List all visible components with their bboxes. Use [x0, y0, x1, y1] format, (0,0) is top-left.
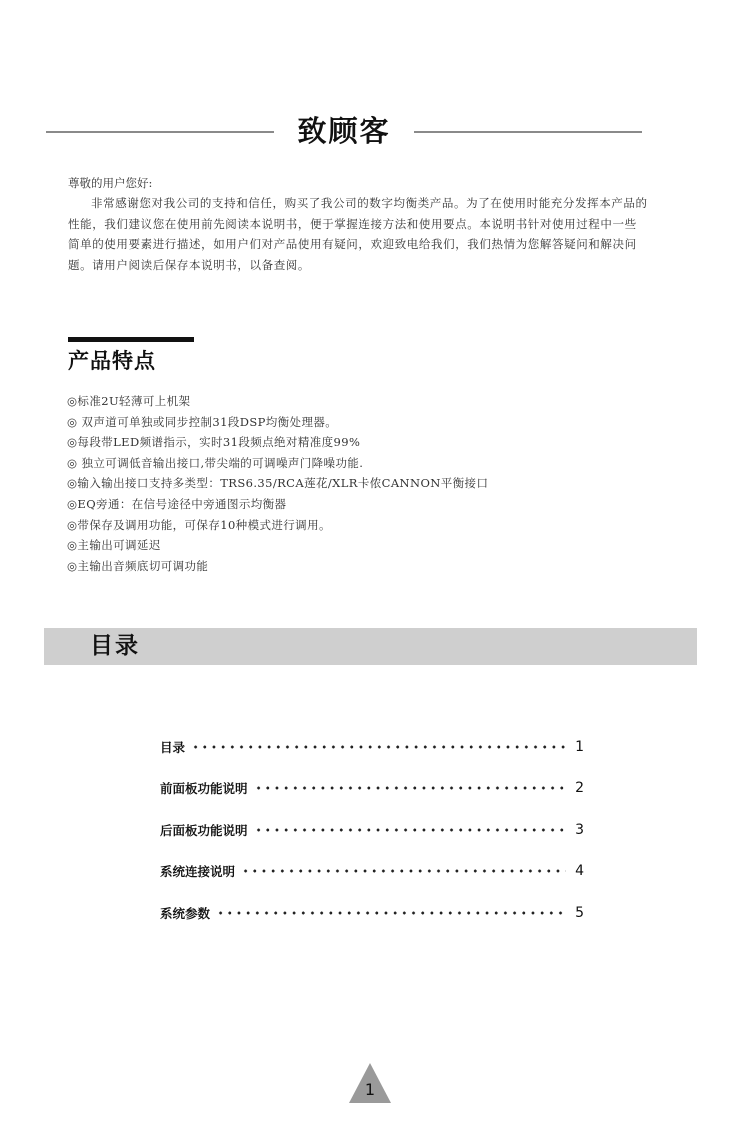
table-of-contents [160, 726, 584, 934]
dot-leader [254, 786, 566, 790]
features-list [67, 391, 488, 576]
dot-leader [241, 869, 566, 873]
dot-leader [254, 828, 566, 832]
feature-item: ◎主输出音频底切可调功能 [67, 558, 209, 573]
toc-entry-page: 5 [575, 904, 584, 921]
feature-item: ◎主输出可调延迟 [67, 538, 161, 553]
toc-entry-label: 前面板功能说明 [160, 781, 248, 797]
dot-leader [216, 911, 566, 915]
page-heading [46, 106, 642, 156]
intro-paragraph: 非常感谢您对我公司的支持和信任，购买了我公司的数字均衡类产品。为了在使用时能充分发挥本产品的性能，我们建议您在使用前先阅读本说明书，便于掌握连接方法和使用要点。本说明书针对使用过程中一些简单的使用要素进行描述，如用户们对产品使用有疑问，欢迎致电给我们，我们热情为您解答疑问和解决问题。请用户阅读后保存本说明书，以备查阅。 [68, 196, 648, 272]
toc-entry-page: 2 [575, 780, 584, 797]
toc-entry-rear-panel[interactable] [160, 809, 584, 851]
feature-item: ◎ 双声道可单独或同步控制31段DSP均衡处理器。 [67, 414, 338, 429]
feature-item: ◎输入输出接口支持多类型：TRS6.35/RCA莲花/XLR卡侬CANNON平衡接口 [67, 476, 489, 491]
toc-entry-label: 目录 [160, 739, 186, 755]
dot-leader [191, 745, 566, 749]
toc-heading: 目录 [90, 633, 140, 659]
greeting-text: 尊敬的用户您好: [68, 176, 153, 190]
toc-entry-contents[interactable] [160, 726, 584, 768]
feature-item: ◎每段带LED频谱指示，实时31段频点绝对精准度99% [67, 435, 361, 450]
heading-rule-right [414, 131, 642, 133]
toc-entry-label: 后面板功能说明 [160, 822, 248, 838]
feature-item: ◎EQ旁通：在信号途径中旁通图示均衡器 [67, 496, 287, 511]
toc-entry-front-panel[interactable] [160, 768, 584, 810]
toc-entry-label: 系统参数 [160, 905, 211, 921]
toc-entry-system-parameters[interactable] [160, 892, 584, 934]
section-accent-bar [68, 337, 194, 342]
feature-item: ◎带保存及调用功能，可保存10种模式进行调用。 [67, 517, 331, 532]
toc-entry-label: 系统连接说明 [160, 864, 236, 880]
toc-entry-page: 4 [575, 863, 584, 880]
page-number-badge [349, 1063, 391, 1103]
toc-entry-system-connection[interactable] [160, 851, 584, 893]
toc-banner [44, 628, 697, 665]
heading-rule-left [46, 131, 274, 133]
toc-entry-page: 1 [575, 738, 584, 755]
page-title: 致顾客 [297, 114, 391, 148]
page-number: 1 [364, 1080, 376, 1099]
features-heading: 产品特点 [68, 349, 156, 373]
feature-item: ◎ 独立可调低音输出接口,带尖端的可调噪声门降噪功能. [67, 455, 364, 470]
toc-entry-page: 3 [575, 821, 584, 838]
feature-item: ◎标准2U轻薄可上机架 [67, 394, 191, 408]
